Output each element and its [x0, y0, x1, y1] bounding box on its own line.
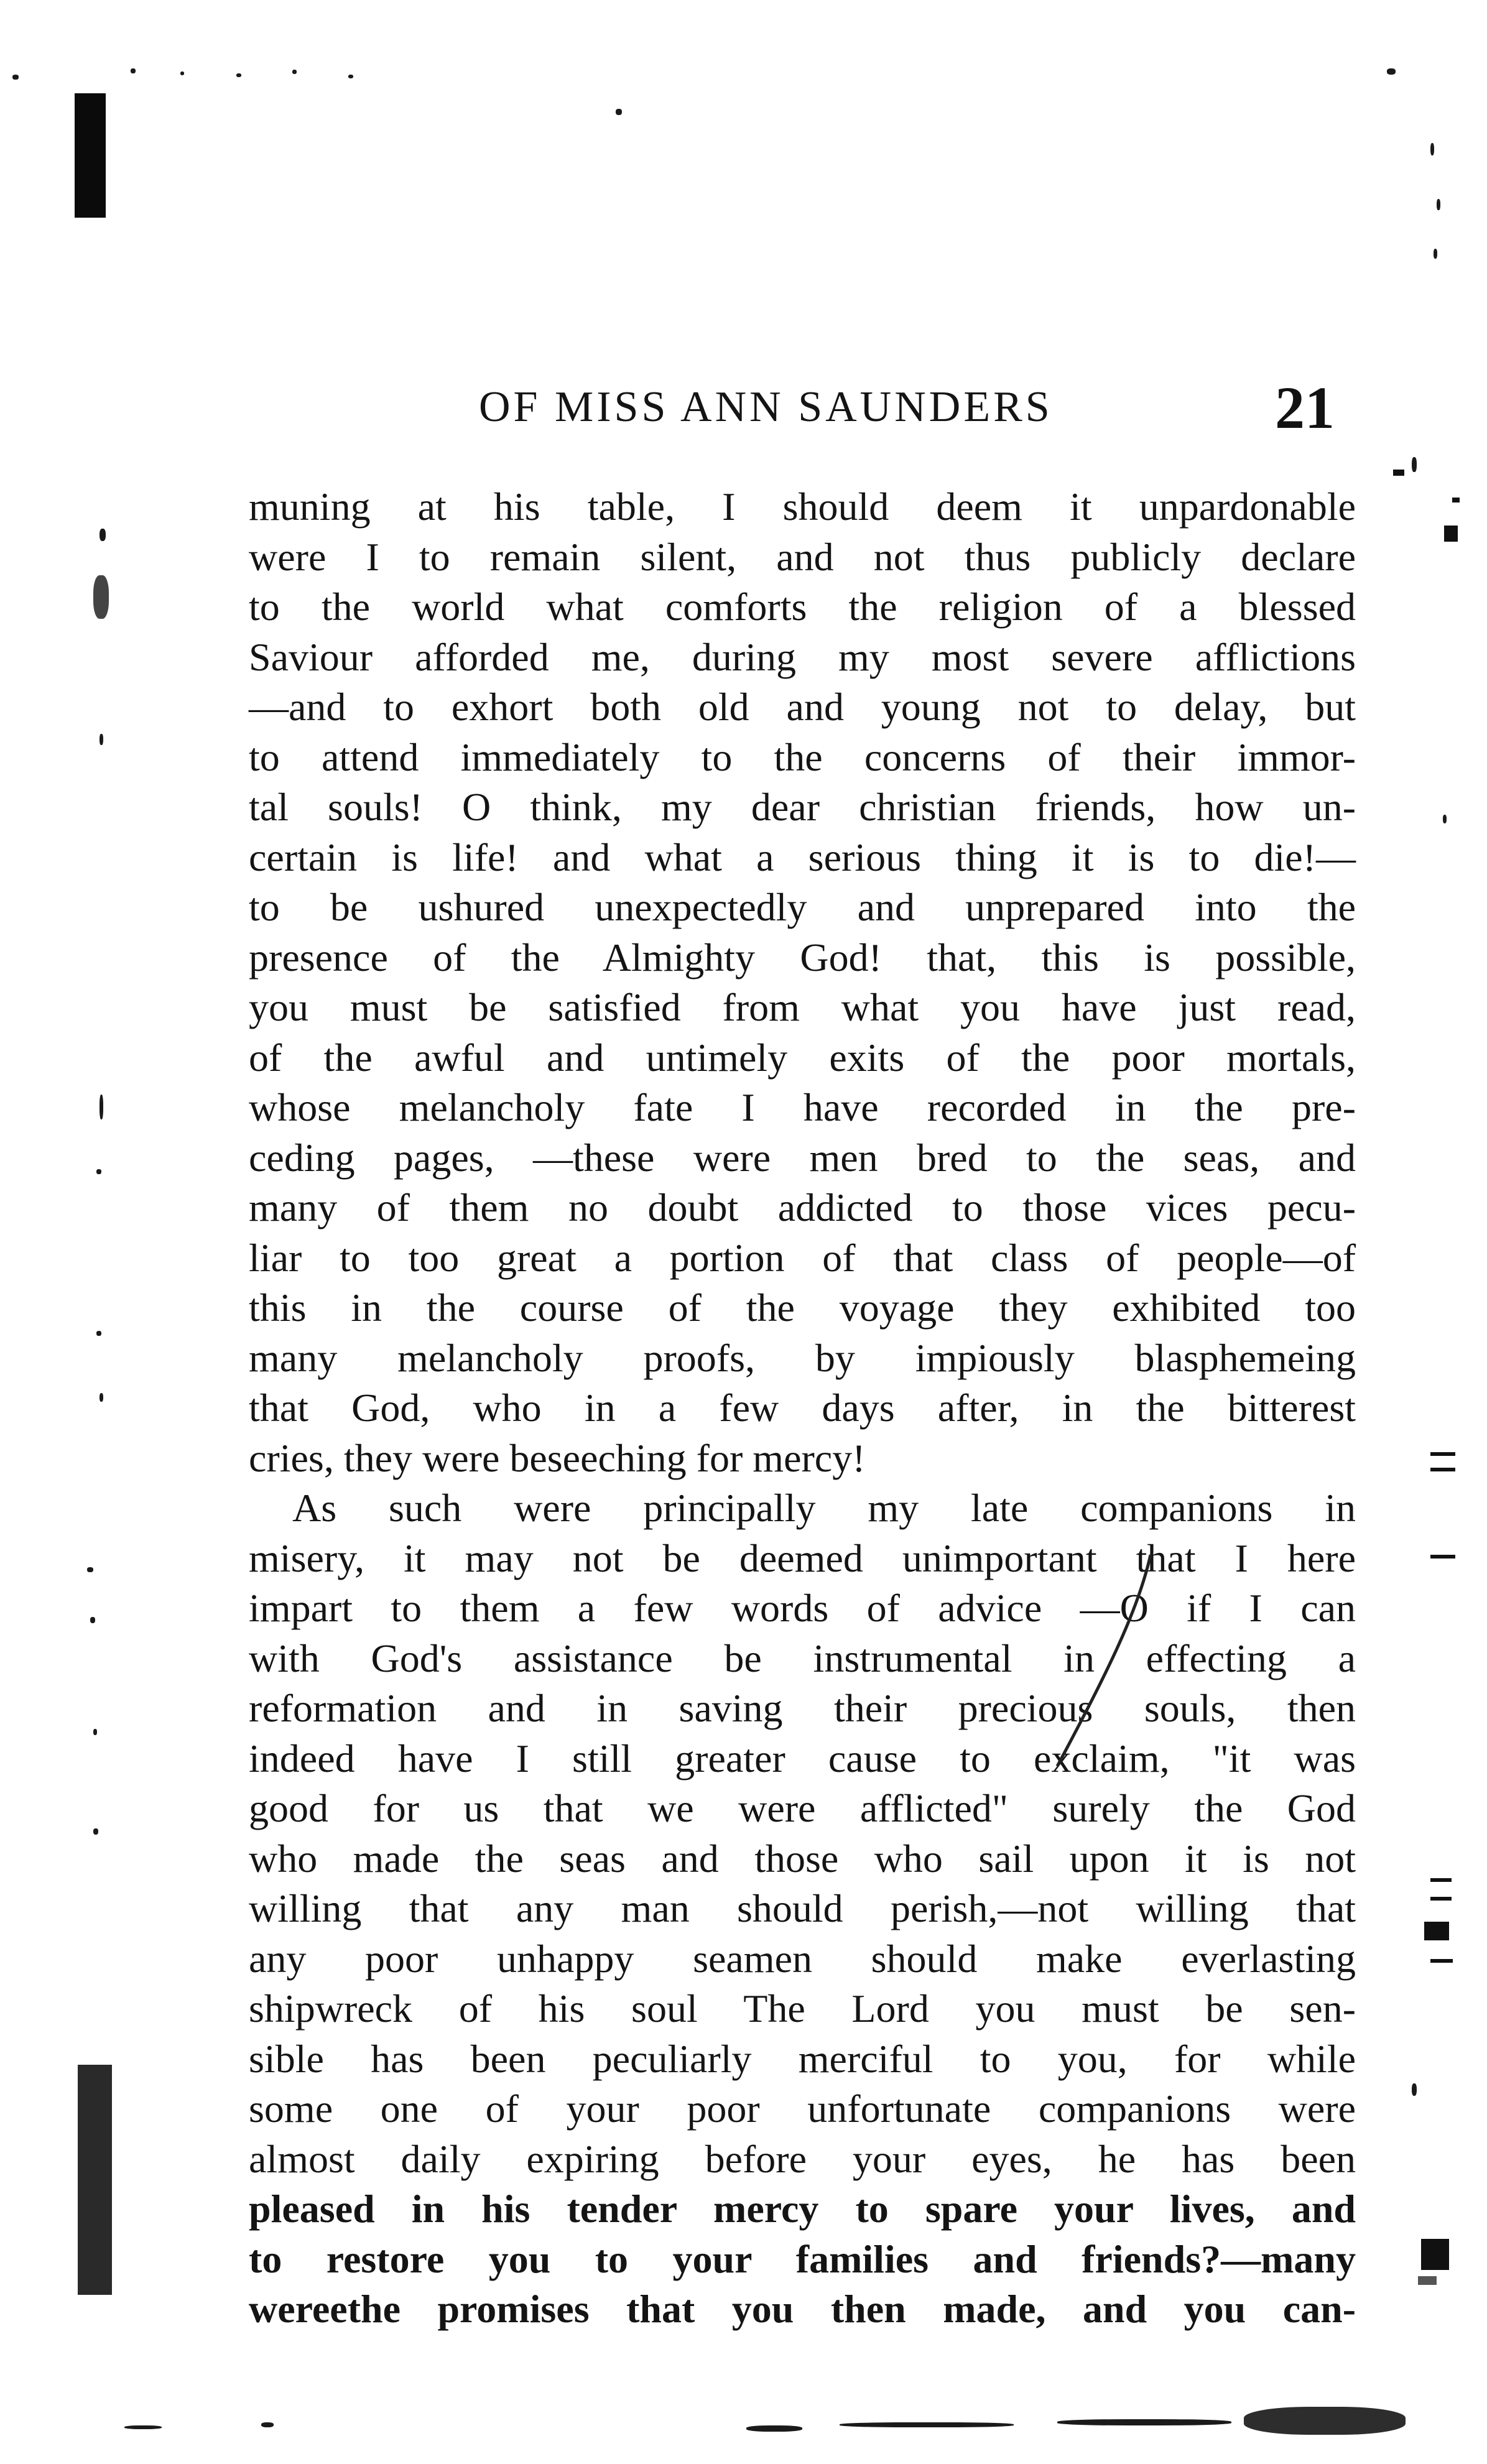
scan-speck [1443, 815, 1447, 823]
body-text [249, 482, 1356, 2335]
text-line: this in the course of the voyage they exhibited too [249, 1285, 1356, 1330]
scan-speck [96, 1169, 101, 1174]
text-line: muning at his table, I should deem it unpardonable [249, 484, 1356, 529]
text-line: ceding pages, —these were men bred to the seas, and [249, 1135, 1356, 1180]
text-line: some one of your poor unfortunate companions were [249, 2087, 1356, 2131]
scan-speck [180, 72, 184, 75]
text-line: willing that any man should perish,—not willing that [249, 1886, 1356, 1930]
scan-edge-bar-left-lower [78, 2065, 112, 2295]
scan-edge-bar-left [75, 93, 106, 218]
text-line: were I to remain silent, and not thus publicly declare [249, 534, 1356, 579]
margin-mark [1430, 1959, 1453, 1963]
text-line: many melancholy proofs, by impiously blasphemeing [249, 1335, 1356, 1380]
text-line: with God's assistance be instrumental in effecting a [249, 1636, 1356, 1680]
scan-speck [1412, 457, 1417, 472]
running-head: OF MISS ANN SAUNDERS [479, 383, 1053, 431]
scan-speck [100, 1095, 103, 1119]
text-line: almost daily expiring before your eyes, he has been [249, 2136, 1356, 2181]
scan-speck [1437, 199, 1440, 210]
scan-speck [1387, 68, 1396, 75]
text-line: sible has been peculiarly merciful to you, for while [249, 2036, 1356, 2081]
text-line: that God, who in a few days after, in the bitterest [249, 1386, 1356, 1430]
scan-speck [1412, 2083, 1417, 2096]
scan-speck [100, 734, 103, 745]
scan-speck [100, 529, 106, 541]
text-line: to be ushured unexpectedly and unprepared into the [249, 885, 1356, 929]
margin-mark [1421, 2239, 1449, 2270]
text-line: indeed have I still greater cause to exclaim, "it was [249, 1736, 1356, 1781]
scan-speck [1430, 143, 1434, 155]
handwritten-stroke [1045, 1549, 1169, 1772]
scan-speck [1434, 249, 1437, 259]
scan-speck [348, 75, 353, 78]
text-line: reformation and in saving their precious souls, then [249, 1686, 1356, 1730]
text-line: of the awful and untimely exits of the poor mortals, [249, 1035, 1356, 1080]
scan-speck [746, 2425, 802, 2432]
scan-speck [1057, 2419, 1231, 2425]
margin-mark [1424, 1922, 1449, 1940]
scan-speck [292, 70, 297, 74]
text-line: presence of the Almighty God! that, this is possible, [249, 935, 1356, 980]
scan-speck [261, 2422, 274, 2427]
text-line: Saviour afforded me, during my most severe afflictions [249, 634, 1356, 679]
margin-mark [1430, 1555, 1455, 1559]
text-line: tal souls! O think, my dear christian friends, how un- [249, 785, 1356, 829]
text-line: impart to them a few words of advice —O if I can [249, 1586, 1356, 1630]
text-line: wereethe promises that you then made, and you can- [249, 2287, 1356, 2331]
scan-speck [96, 1331, 101, 1336]
scan-speck [616, 109, 622, 115]
text-line: pleased in his tender mercy to spare your lives, and [249, 2187, 1356, 2231]
text-line: certain is life! and what a serious thing it is to die!— [249, 835, 1356, 879]
text-line: many of them no doubt addicted to those vices pecu- [249, 1185, 1356, 1230]
text-line: who made the seas and those who sail upon it is not [249, 1836, 1356, 1881]
text-line: liar to too great a portion of that class of people—of [249, 1235, 1356, 1280]
scan-speck [87, 1567, 93, 1572]
page-number: 21 [1275, 374, 1335, 441]
scan-speck [131, 68, 136, 73]
text-line: to the world what comforts the religion of a blessed [249, 585, 1356, 629]
text-line: you must be satisfied from what you have just read, [249, 985, 1356, 1029]
margin-mark [1393, 470, 1404, 476]
margin-mark [1452, 498, 1460, 503]
text-line-paragraph-start: As such were principally my late companions in [292, 1486, 1356, 1530]
scan-speck [124, 2425, 162, 2429]
margin-mark [1430, 1452, 1455, 1456]
text-line: shipwreck of his soul The Lord you must be sen- [249, 1986, 1356, 2031]
scan-speck [840, 2422, 1014, 2427]
margin-mark [1430, 1897, 1452, 1901]
scan-speck [12, 75, 19, 80]
margin-mark [1430, 1878, 1452, 1882]
text-line: whose melancholy fate I have recorded in the pre- [249, 1085, 1356, 1129]
scan-speck [93, 1828, 98, 1835]
margin-mark [1444, 526, 1458, 542]
text-line-paragraph-end: cries, they were beseeching for mercy! [249, 1435, 866, 1480]
text-line: to restore you to your families and friends?—many [249, 2236, 1356, 2281]
scan-speck [93, 1729, 97, 1735]
scan-speck [93, 575, 109, 619]
text-line: good for us that we were afflicted" surely the God [249, 1786, 1356, 1830]
text-line: misery, it may not be deemed unimportant that I here [249, 1535, 1356, 1580]
margin-mark [1430, 1468, 1455, 1471]
scan-speck [1244, 2407, 1406, 2435]
text-line: any poor unhappy seamen should make everlasting [249, 1936, 1356, 1981]
margin-mark [1418, 2276, 1437, 2285]
text-line: to attend immediately to the concerns of their immor- [249, 734, 1356, 779]
scan-speck [90, 1617, 95, 1623]
scan-speck [236, 73, 241, 77]
text-line: —and to exhort both old and young not to delay, but [249, 685, 1356, 729]
scan-speck [100, 1393, 103, 1402]
